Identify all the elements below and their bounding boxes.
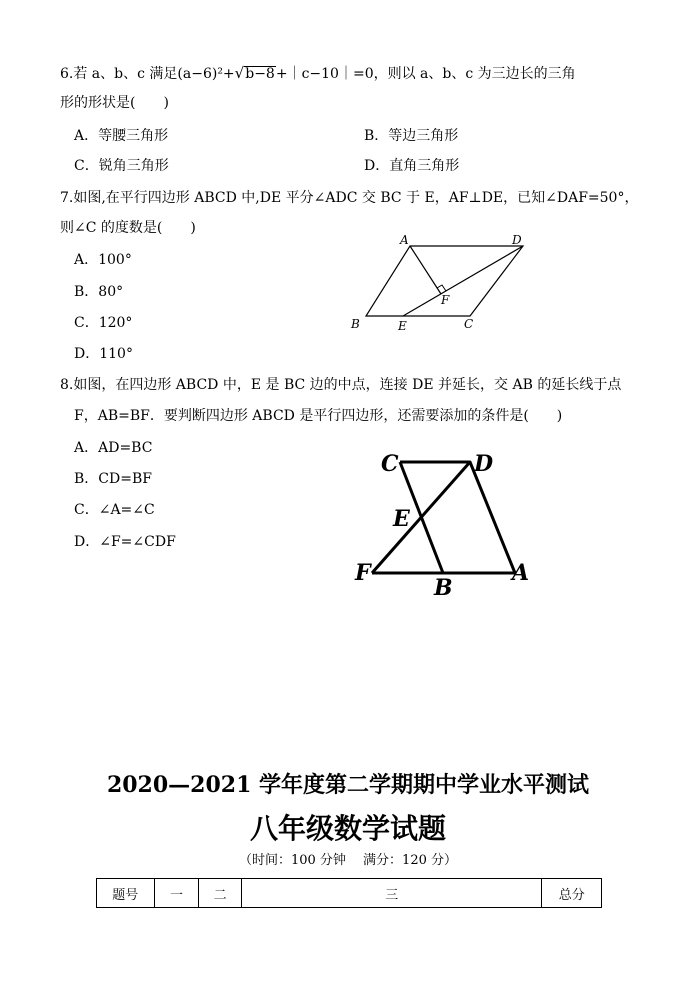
- q7-option-d: D．110°: [74, 346, 133, 362]
- q7-label-a: A: [400, 233, 409, 247]
- q7-label-d: D: [512, 233, 522, 247]
- q6-stem-line1: [60, 64, 576, 83]
- q6-stem-line2: 形的形状是( ): [60, 95, 169, 111]
- sqrt-sign: √: [234, 64, 245, 82]
- score-cell-label: 题号: [97, 879, 155, 908]
- q8-quadrilateral-figure: [350, 446, 540, 600]
- score-cell-total: 总分: [542, 879, 602, 908]
- q7-stem-line2: 则∠C 的度数是( ): [60, 220, 196, 236]
- q8-option-a: A．AD=BC: [74, 440, 153, 456]
- q8-option-d: D．∠F=∠CDF: [74, 534, 176, 550]
- q7-label-f: F: [441, 293, 450, 307]
- q6-stem-post: +｜c−10｜=0，则以 a、b、c 为三边长的三角: [275, 66, 576, 82]
- exam-subject-title: 八年级数学试题: [249, 812, 446, 845]
- q6-sqrt-expr: b−8: [245, 66, 275, 82]
- q6-option-d: D．直角三角形: [364, 158, 460, 174]
- q7-option-c: C．120°: [74, 315, 133, 331]
- score-cell-part1: 一: [154, 879, 199, 908]
- q8-option-c: C．∠A=∠C: [74, 502, 155, 518]
- q8-label-f: F: [355, 560, 371, 586]
- q8-label-e: E: [393, 506, 410, 532]
- q8-label-c: C: [381, 451, 399, 477]
- q8-label-b: B: [434, 575, 453, 600]
- score-table-row: [97, 879, 602, 908]
- q6-stem-pre: 6.若 a、b、c 满足(a−6)²+: [60, 66, 235, 82]
- q7-stem-line1: 7.如图,在平行四边形 ABCD 中,DE 平分∠ADC 交 BC 于 E，AF⊥DE，已知∠DAF=50°，: [60, 190, 639, 206]
- q7-option-a: A．100°: [74, 252, 132, 268]
- q8-label-a: A: [512, 560, 530, 586]
- q8-stem-line2: F，AB=BF．要判断四边形 ABCD 是平行四边形，还需要添加的条件是( ): [74, 408, 563, 424]
- q8-stem-line1: 8.如图，在四边形 ABCD 中，E 是 BC 边的中点，连接 DE 并延长，交 AB 的延长线于点: [60, 377, 622, 393]
- q7-parallelogram-figure: [345, 230, 545, 335]
- q6-option-a: A．等腰三角形: [74, 128, 169, 144]
- score-table: [96, 878, 602, 908]
- q7-option-b: B．80°: [74, 284, 124, 300]
- q7-label-c: C: [464, 317, 474, 331]
- q7-label-e: E: [398, 319, 407, 333]
- q8-option-b: B．CD=BF: [74, 471, 152, 487]
- exam-info: （时间：100 分钟 满分：120 分）: [238, 853, 458, 868]
- q6-option-b: B．等边三角形: [364, 128, 459, 144]
- q8-label-d: D: [474, 451, 494, 477]
- q6-option-c: C．锐角三角形: [74, 158, 169, 174]
- exam-title: 2020—2021 学年度第二学期期中学业水平测试: [106, 772, 590, 798]
- score-cell-part2: 二: [199, 879, 242, 908]
- score-cell-part3: 三: [242, 879, 542, 908]
- q7-label-b: B: [351, 317, 360, 331]
